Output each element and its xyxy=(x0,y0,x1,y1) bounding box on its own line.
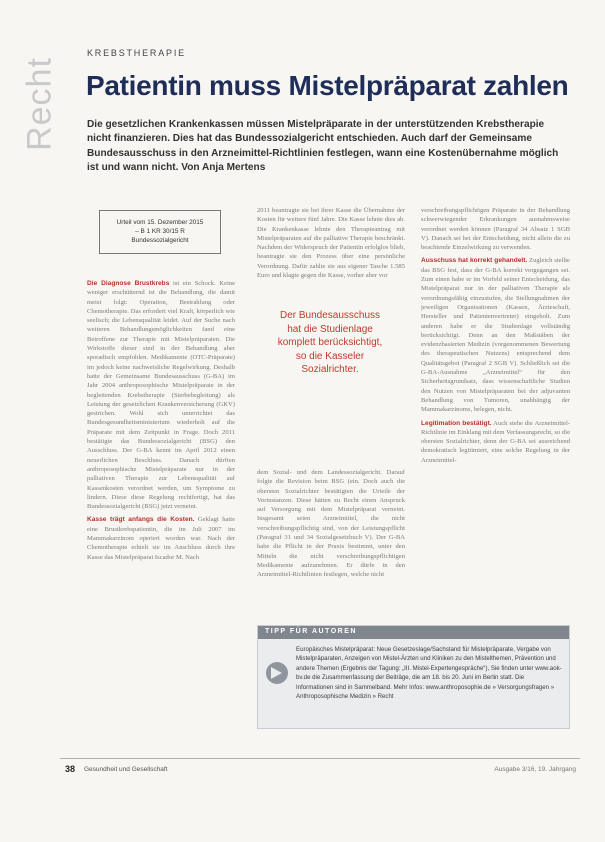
pull-quote-line-3: komplett berücksichtigt, xyxy=(277,337,383,349)
pull-quote-line-5: Sozialrichter. xyxy=(301,364,359,376)
column-3-text-3: Auch stehe die Arzneimittel-Richtlinie im Einklang mit dem Verfassungsrecht, so die obersten Sozialrichter, denn der G-BA sei ausreichend demokratisch legitimiert, eine solche Regelung in der Arzneimittel- xyxy=(421,419,570,464)
pull-quote-line-1: Der Bundesausschuss xyxy=(279,310,381,321)
column-1-text-1: ist ein Schock. Keine weniger erschütternd ist die Behandlung, die damit meist folgt: Operation, Bestrahlung oder Chemotherapie. Das erfordert viel Kraft, körperlich wie seelisch; die Lebensqualität leidet. Auf der Suche nach weiteren Behandlungsmöglichkeiten fand eine Betroffene zur Therapie mit Mistelpräparaten. Die Wirkstoffe dieser sind in der Behandlung aber sporadisch empfohlen. Medikamente (OTC-Präparate) im jedoch keine nachweisliche Regelwirkung. Deshalb hatte der Gemeinsame Bundesausschuss (G-BA) im Jahr 2004 anthroposophische Mistelpräparate in der begleitenden Krebstherapie (Sterbebegleitung) als Leistung der gesetzlichen Krankenversicherung (GKV) gestrichen. Wohl sich unterrichtet das Bundesgesundheitsministerium wiederholt auf die Präparate mit dem Zeitpunkt in Frage. Doch 2011 bestätigte das Bundessozialgericht (BSG) den Ausschluss. Der G-BA kennt im April 2012 einen neuerlichen Beschluss. Danach dürften anthroposophische Mistelpräparate nur in der palliativen Therapie zur Lebensqualität auf Kassenkosten verordnet werden, um Symptome zu lindern. Diese diese Regelung rechtfertigt, hat das Bundessozialgericht (BSG) jetzt verneint. xyxy=(87,280,235,511)
court-ruling-court: Bundessozialgericht xyxy=(131,237,189,245)
issue-info: Ausgabe 3/16, 19. Jahrgang xyxy=(494,766,576,773)
magazine-title: Gesundheit und Gesellschaft xyxy=(84,766,168,773)
runin-kasse: Kasse trägt anfangs die Kosten. xyxy=(87,516,195,524)
section-side-label xyxy=(18,44,62,164)
court-ruling-box xyxy=(99,210,221,254)
tip-box-header xyxy=(258,626,569,639)
column-3-paragraph-3 xyxy=(421,419,570,465)
column-1-paragraph-2 xyxy=(87,515,235,561)
runin-ausschuss: Ausschuss hat korrekt gehandelt. xyxy=(421,257,528,265)
pull-quote-line-4: so die Kasseler xyxy=(295,350,365,362)
column-3-paragraph-2 xyxy=(421,256,570,414)
column-1-paragraph-1 xyxy=(87,279,235,511)
court-ruling-date: Urteil vom 15. Dezember 2015 xyxy=(116,219,204,226)
headline: Patientin muss Mistelpräparat zahlen xyxy=(86,70,569,101)
column-1-text-2: Geklagt hatte eine Brustkrebspatientin, die im Juli 2007 im Mammakarzinom operiert worden war. Nach der Chemotherapie erhielt sie im Anschluss durch ihre Kasse das Mistelpräparat Iscador M. Nach xyxy=(87,516,235,561)
column-2-top xyxy=(257,206,405,296)
tip-box-text: Europäisches Mistelpräparat: Neue Gesetzeslage/Sachstand für Mistelpräparate, Vergabe von Mistelpräparaten, Anzeigen von Mistel-Ärzten und Kliniken zu den Mistelthemen, Prävention und andere Themen (Ergebnis der Tagung: „III. Mistel-Expertengespräche“), Sie finden unter www.aok-bv.de die Zusammenfassung der Beiträge, die am 18. bis 20. Juni im Berlin statt. Die Informationen sind in Sammelband. Mehr Infos: www.anthroposophie.de » Versorgungsfragen » Anthroposophische Medizin » Recht xyxy=(296,646,562,701)
pull-quote xyxy=(258,309,402,377)
court-ruling-docket: – B 1 KR 30/15 R xyxy=(135,228,185,236)
column-3 xyxy=(421,206,570,622)
column-2-bottom xyxy=(257,468,405,616)
runin-diagnose: Die Diagnose Brustkrebs xyxy=(87,280,170,287)
column-3-paragraph-1: verschreibungspflichtigen Präparate in der Behandlung schwerwiegender Erkrankungen ausnahmsweise verordnet werden können (Paragraf 34 Absatz 1 SGB V). Danach sei bei der Entscheidung, nicht allein die zu beachtende Einzelwirkung zu verwenden. xyxy=(421,207,570,252)
kicker: KREBSTHERAPIE xyxy=(87,48,186,58)
runin-legitimation: Legitimation bestätigt. xyxy=(421,419,492,427)
tip-box xyxy=(257,625,570,729)
column-3-text-2: Zugleich stellte das BSG fest, dass der G-BA korrekt vorgegangen sei. Zum einen habe er im Vorfeld seiner Entscheidung, das Mistelpräparat nur in der palliativen Therapie als verordnungsfähig einzustufen, die Stellungnahmen der jeweiligen Organisationen (Kassen, Ärzteschaft, Hersteller und Patientenvertreter) eingeholt. Zum anderen habe er die Studienlage vollständig berücksichtigt. Denn an den Maßstäben der evidenzbasierten Medizin (vorgenommenen Bewertung des therapeutischen Nutzens) entsprechend dem Qualitätsgebot (Paragraf 2 SGB V). Schließlich sei die G-BA-Ausnahme „Arzneimittel“ für den Sicherheitsgrundsatz, dass wissenschaftliche Studien den Nutzen von Mistelpräparaten bei der adjuvanten Behandlung von Tumoren, unabhängig der Mammakarzinoms, belegen, nicht. xyxy=(421,257,570,414)
lead-paragraph: Die gesetzlichen Krankenkassen müssen Mistelpräparate in der unterstützenden Krebstherapie nicht finanzieren. Dies hat das Bundessozialgericht entschieden. Auch darf der Gemeinsame Bundesausschuss in den Arzneimittel-Richtlinien festlegen, wann eine Kostenübernahme möglich ist und wann nicht. Von Anja Mertens xyxy=(87,119,559,174)
page-footer xyxy=(60,758,580,773)
page-number: 38 xyxy=(65,764,76,774)
pull-quote-line-2: hat die Studienlage xyxy=(287,323,373,335)
column-1 xyxy=(87,279,235,746)
section-side-label-text: Recht xyxy=(20,57,59,151)
tip-box-title: TIPP FÜR AUTOREN xyxy=(265,628,357,635)
arrow-right-icon xyxy=(266,662,288,684)
column-2-top-text: 2011 beantragte sie bei ihrer Kasse die Übernahme der Kosten für weitere fünf Jahre. Die Kasse lehnte dies ab. Die Krankenkasse lehnte den Therapieantrag mit Mistelpräparaten auf die palliative Therapie beschränkt. Nachdem der Widerspruch der Patientin erfolglos blieb, beantragte sie den Prozess über eine persönliche Verordnung. Dafür zahlte sie aus eigener Tasche 1.585 Euro und klagte gegen die Kasse, vorher aber vor xyxy=(257,207,405,280)
column-2-bottom-text: dem Sozial- und dem Landessozialgericht. Darauf folgte die Revision beim BSG (ein. Doch auch die obersten Sozialrichter bestätigten die Urteile der Vorinstanzen. Diese hätten zu Recht einen Anspruck auf Versorgung mit dem Mistelpräparat verneint. Insgesamt seien Arzneimittel, die nicht verschreibungspflichtig sind, von der Leistungspflicht (Paragraf 31 und 34 Sozialgesetzbuch V). Der G-BA habe die Pflicht in der Praxis bestimmt, unter den Mitteln die nicht verschreibungspflichtigen Medikamente aufzunehmen. Er dürfe in den Arzneimittel-Richtlinien festlegen, welche nicht xyxy=(257,469,405,579)
